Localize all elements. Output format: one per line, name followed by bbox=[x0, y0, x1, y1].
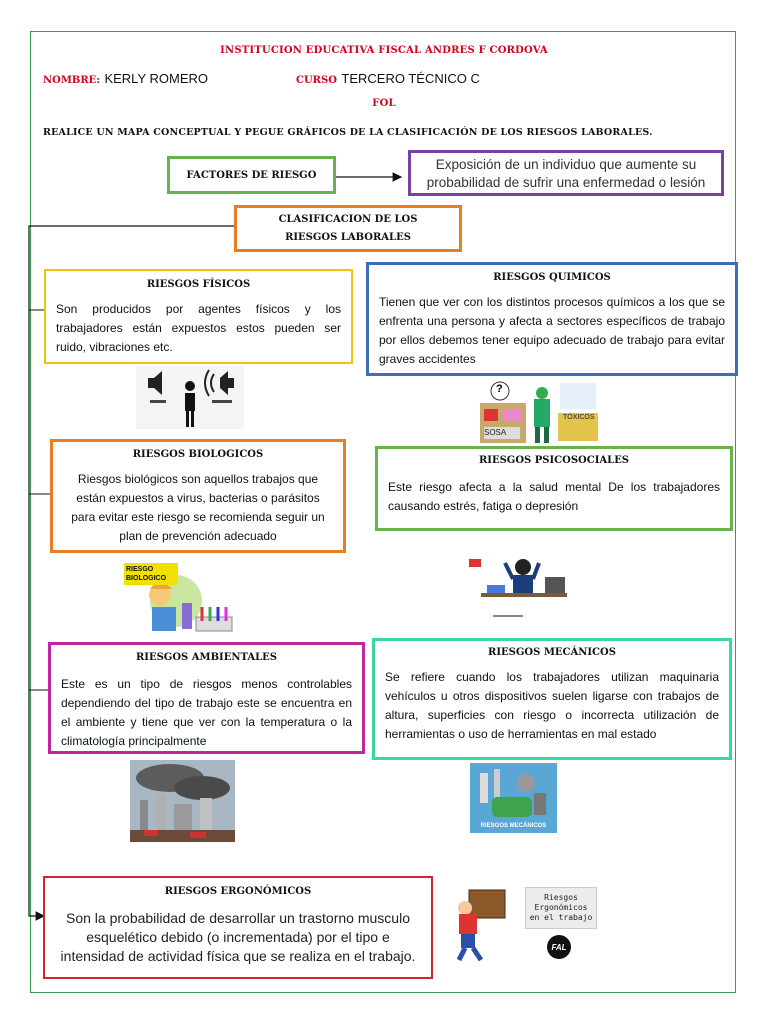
psicosociales-text: Este riesgo afecta a la salud mental De los trabajadores causando estrés, fatiga o depresión bbox=[388, 480, 720, 513]
ergonomicos-card-label: Riesgos Ergonómicos en el trabajo bbox=[529, 893, 593, 922]
psicosociales-title: RIESGOS PSICOSOCIALES bbox=[478, 455, 630, 466]
course-value: TERCERO TÉCNICO C bbox=[341, 71, 480, 86]
ambientales-box bbox=[48, 642, 365, 754]
lifting-worker-illustration bbox=[447, 886, 517, 962]
stress-illustration bbox=[467, 549, 580, 621]
biologicos-title: RIESGOS BIOLOGICOS bbox=[132, 449, 264, 460]
quimicos-text: Tienen que ver con los distintos procesos químicos a los que se enfrenta una persona y afecta a sectores específicos de trabajo por ellos debemos tener equipo adecuado de trabajo para evitar graves accidentes bbox=[379, 295, 725, 366]
biologicos-box bbox=[50, 439, 346, 553]
instruction-text: REALICE UN MAPA CONCEPTUAL Y PEGUE GRÁFICOS DE LA CLASIFICACIÓN DE LOS RIESGOS LABORALES. bbox=[43, 127, 653, 138]
ergonomicos-card bbox=[525, 887, 597, 929]
fisicos-title: RIESGOS FÍSICOS bbox=[146, 279, 251, 290]
quimicos-question-mark: ? bbox=[496, 383, 503, 395]
name-value: KERLY ROMERO bbox=[104, 71, 208, 86]
psicosociales-box bbox=[375, 446, 733, 531]
quimicos-picture bbox=[478, 381, 600, 443]
mecanicos-title: RIESGOS MECÁNICOS bbox=[488, 647, 616, 658]
mecanicos-box bbox=[372, 638, 732, 760]
ergonomicos-picture bbox=[447, 886, 517, 962]
ergonomicos-box bbox=[43, 876, 433, 979]
definition-text: Exposición de un individuo que aumente su probabilidad de sufrir una enfermedad o lesión bbox=[426, 157, 706, 190]
biologico-label: RIESGO BIOLOGICO bbox=[124, 563, 178, 585]
biologicos-picture bbox=[120, 561, 236, 639]
ergonomicos-title: RIESGOS ERGONÓMICOS bbox=[164, 886, 312, 897]
factores-box bbox=[167, 156, 336, 194]
biologicos-text: Riesgos biológicos son aquellos trabajos que están expuestos a virus, bacterias o parásitos para evitar este riesgo se recomienda seguir un plan de prevención adecuado bbox=[71, 472, 325, 543]
psicosociales-picture bbox=[467, 549, 580, 621]
ambientales-picture bbox=[130, 760, 235, 842]
course-label: CURSO bbox=[296, 75, 337, 86]
ergonomicos-text: Son la probabilidad de desarrollar un trastorno musculo esquelético debido (o incrementada) por el tipo e intensidad de actividad física que se realiza en el trabajo. bbox=[60, 910, 416, 964]
quimicos-sosa-label: SOSA bbox=[484, 428, 507, 437]
name-label: NOMBRE: bbox=[43, 75, 100, 86]
quimicos-title: RIESGOS QUIMICOS bbox=[493, 272, 611, 283]
quimicos-toxicos-label: TÓXICOS bbox=[563, 414, 595, 421]
fisicos-box bbox=[44, 269, 353, 364]
ambientales-text: Este es un tipo de riesgos menos controlables dependiendo del tipo de trabajo este se encuentra en el ambiente y tiene que ver con la temperatura o la climatología principalmente bbox=[61, 677, 352, 748]
fisicos-text: Son producidos por agentes físicos y los trabajadores están expuestos estos pueden ser ruido, vibraciones etc. bbox=[56, 302, 341, 354]
mecanicos-picture bbox=[470, 763, 557, 833]
mecanicos-text: Se refiere cuando los trabajadores utilizan maquinaria vehículos u otros dispositivos suelen ligarse con trabajos de altura, superficies con riesgo o incorrecta utilización de herramientas o uso de herramientas en mal estado bbox=[385, 670, 719, 741]
noise-illustration bbox=[136, 366, 244, 429]
fisicos-picture bbox=[136, 366, 244, 429]
pollution-illustration bbox=[130, 760, 235, 842]
quimicos-box bbox=[366, 262, 738, 376]
mecanicos-label: RIESGOS MECÁNICOS bbox=[480, 823, 547, 829]
ambientales-title: RIESGOS AMBIENTALES bbox=[135, 652, 278, 663]
definition-box bbox=[408, 150, 724, 196]
clasificacion-title: CLASIFICACION DE LOS RIESGOS LABORALES bbox=[278, 213, 418, 243]
subject-title: FOL bbox=[372, 98, 396, 109]
institution-title: INSTITUCION EDUCATIVA FISCAL ANDRES F CORDOVA bbox=[220, 45, 548, 56]
clasificacion-box bbox=[234, 205, 462, 252]
factores-title: FACTORES DE RIESGO bbox=[186, 169, 317, 181]
fal-logo-icon: FAL bbox=[547, 935, 571, 959]
